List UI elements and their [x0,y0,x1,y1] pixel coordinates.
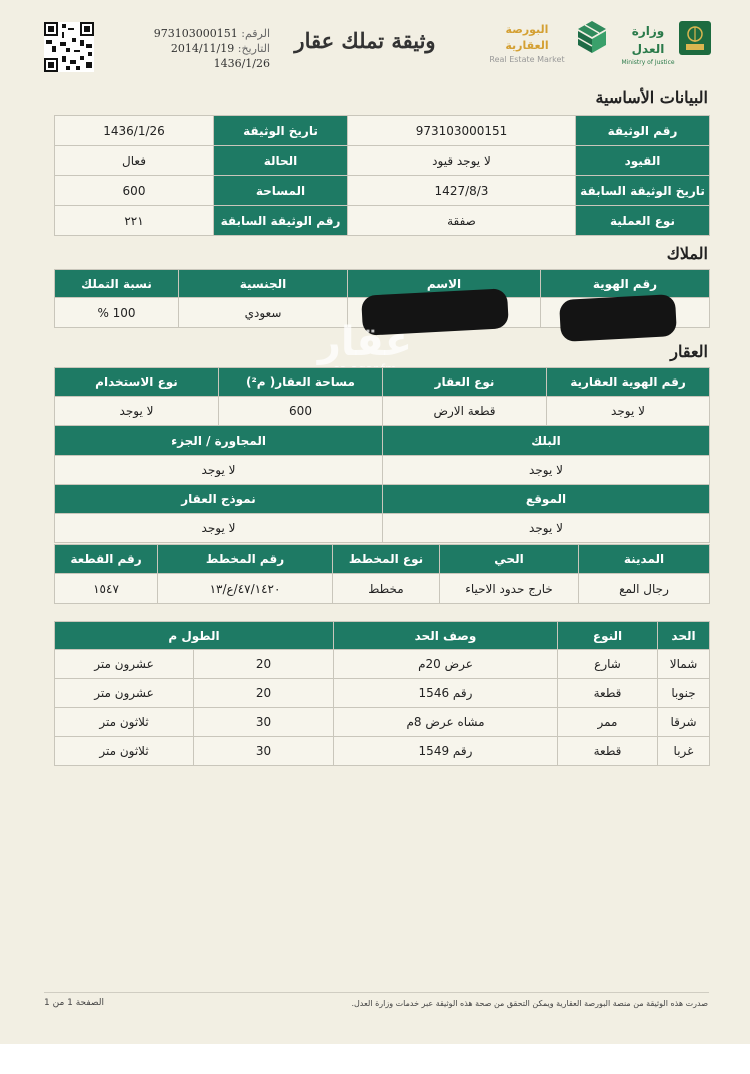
page-title: وثيقة تملك عقار [294,28,436,53]
property-header-neighbor: المجاورة / الجزء [55,426,383,456]
basic-label: رقم الوثيقة السابقة [214,206,348,236]
border-row [55,650,710,679]
property-usage-value: لا يوجد [55,397,219,426]
border-length-text: عشرون متر [55,650,194,679]
borders-header-length: الطول م [55,622,334,650]
border-description: عرض 20م [334,650,558,679]
justice-logo-english: Ministry of Justice [621,59,675,66]
basic-value: صفقة [348,206,576,236]
border-row [55,708,710,737]
plan-district-value: خارج حدود الاحياء [440,574,579,604]
property-header-area: مساحة العقار( م²) [219,368,383,397]
property-header-usage: نوع الاستخدام [55,368,219,397]
page-number: الصفحة 1 من 1 [44,998,104,1008]
borders-table [54,621,710,766]
property-header-block: البلك [383,426,710,456]
owners-title: الملاك [666,244,708,263]
border-length: 30 [194,708,334,737]
owners-header-id: رقم الهوية [541,270,710,298]
border-type: شارع [558,650,658,679]
plan-header-city: المدينة [579,545,710,574]
borders-header-type: النوع [558,622,658,650]
border-side: جنوبا [658,679,710,708]
watermark-logo-text: عقار [317,319,413,365]
bottom-margin [0,1044,750,1074]
basic-label: المساحة [214,176,348,206]
basic-value: فعال [55,146,214,176]
basic-data-row [55,176,710,206]
property-title: العقار [670,342,708,361]
owners-header-nationality: الجنسية [179,270,348,298]
border-length: 20 [194,650,334,679]
footer-divider [44,992,709,993]
borders-header-description: وصف الحد [334,622,558,650]
plan-number-value: ٤٧/١٤٢٠/ع/١٣ [158,574,333,604]
basic-label: نوع العملية [576,206,710,236]
owner-share: 100 % [55,298,179,328]
footer-note: صدرت هذه الوثيقة من منصة البورصة العقارية ويمكن التحقق من صحة هذه الوثيقة عبر خدمات وزارة العدل. [351,999,708,1008]
plan-type-value: مخطط [333,574,440,604]
basic-value: ٢٢١ [55,206,214,236]
basic-data-table [54,115,710,236]
owners-header-name: الاسم [348,270,541,298]
basic-value: 600 [55,176,214,206]
date-gregorian: 2014/11/19 [170,42,235,55]
property-id-value: لا يوجد [547,397,710,426]
border-side: غربا [658,737,710,766]
border-length: 30 [194,737,334,766]
property-table [54,367,710,543]
border-row [55,679,710,708]
date-hijri: 1436/1/26 [213,57,270,70]
basic-value: 973103000151 [348,116,576,146]
basic-label: القيود [576,146,710,176]
number-value: 973103000151 [153,27,238,40]
property-neighbor-value: لا يوجد [55,456,383,485]
basic-value: 1427/8/3 [348,176,576,206]
border-description: رقم 1549 [334,737,558,766]
market-logo-arabic: البورصة العقارية [505,23,549,52]
basic-label: الحالة [214,146,348,176]
borders-header-side: الحد [658,622,710,650]
real-estate-market-logo [486,22,568,64]
plan-header-district: الحي [440,545,579,574]
border-row [55,737,710,766]
owners-header-share: نسبة التملك [55,270,179,298]
date-label: التاريخ: [237,42,270,55]
property-model-value: لا يوجد [55,514,383,543]
property-block-value: لا يوجد [383,456,710,485]
plan-city-value: رجال المع [579,574,710,604]
qr-code-icon [44,22,94,72]
basic-data-row [55,146,710,176]
border-length-text: عشرون متر [55,679,194,708]
property-area-value: 600 [219,397,383,426]
number-label: الرقم: [241,27,270,40]
ministry-of-justice-logo [620,22,676,66]
basic-label: رقم الوثيقة [576,116,710,146]
border-side: شرقا [658,708,710,737]
border-type: قطعة [558,737,658,766]
plan-header-plan-number: رقم المخطط [158,545,333,574]
cubes-logo-icon [572,17,612,57]
owner-nationality: سعودي [179,298,348,328]
justice-logo-arabic: وزارة العدل [631,24,665,56]
border-type: ممر [558,708,658,737]
property-header-id: رقم الهوية العقارية [547,368,710,397]
basic-label: تاريخ الوثيقة [214,116,348,146]
property-type-value: قطعة الارض [383,397,547,426]
basic-data-row [55,206,710,236]
document-meta [130,26,270,71]
border-length-text: ثلاثون متر [55,737,194,766]
plot-number-value: ١٥٤٧ [55,574,158,604]
border-description: مشاه عرض 8م [334,708,558,737]
emblem-icon [678,20,712,56]
plan-header-plan-type: نوع المخطط [333,545,440,574]
border-length: 20 [194,679,334,708]
property-header-type: نوع العقار [383,368,547,397]
redaction-mark-id [559,294,677,342]
plan-table [54,544,710,604]
basic-data-title: البيانات الأساسية [595,88,708,107]
plan-header-plot-number: رقم القطعة [55,545,158,574]
property-location-value: لا يوجد [383,514,710,543]
border-length-text: ثلاثون متر [55,708,194,737]
border-description: رقم 1546 [334,679,558,708]
basic-label: تاريخ الوثيقة السابقة [576,176,710,206]
basic-value: 1436/1/26 [55,116,214,146]
border-type: قطعة [558,679,658,708]
market-logo-english: Real Estate Market [489,55,565,64]
basic-data-row [55,116,710,146]
property-header-location: الموقع [383,485,710,514]
basic-value: لا يوجد قيود [348,146,576,176]
property-header-model: نموذج العقار [55,485,383,514]
border-side: شمالا [658,650,710,679]
